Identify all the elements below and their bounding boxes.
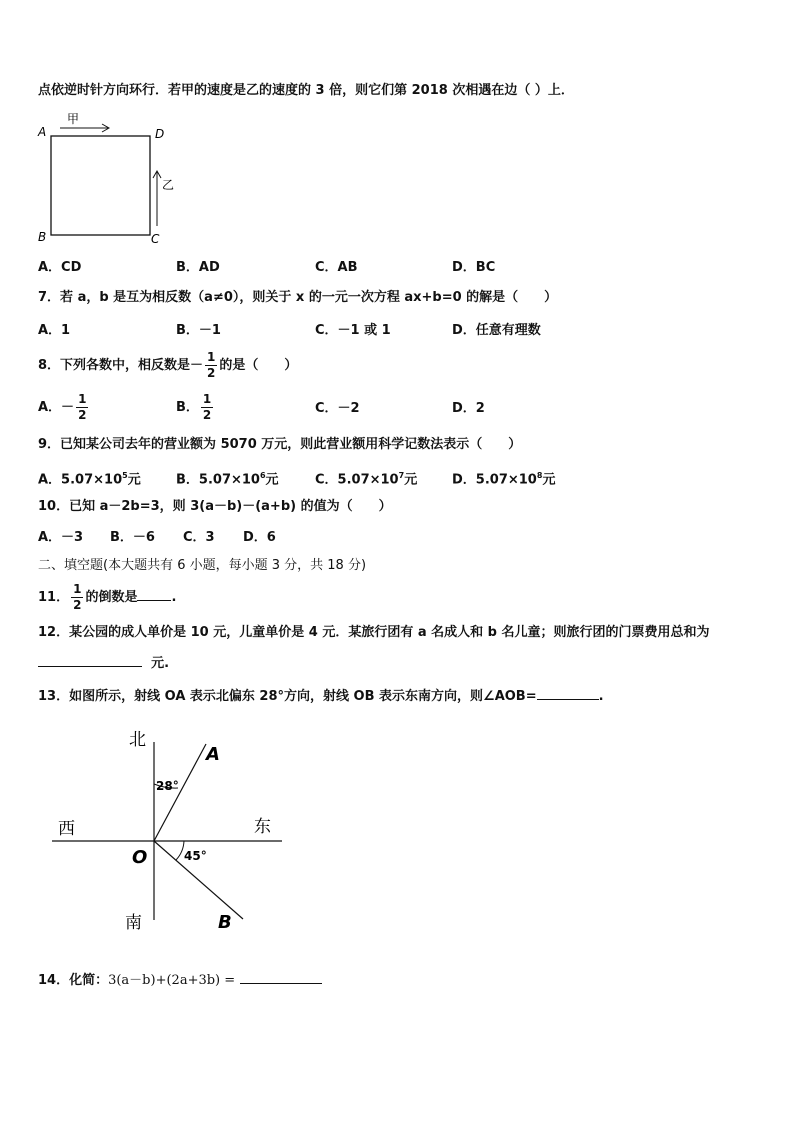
label-north: 北: [129, 730, 146, 750]
q7-option-b: B．－1: [176, 323, 221, 338]
q9-option-a: A．$5.07\times 10^5$元: [38, 471, 141, 488]
label-A: A: [38, 125, 47, 139]
q10-option-c: C．3: [183, 530, 215, 545]
label-angle-28: 28°: [156, 779, 179, 793]
q8-option-a: A．－ $\frac{1}{2}$: [38, 392, 87, 422]
q12-line2: 元.: [38, 655, 169, 673]
q8-stem-post: 的是（ ）: [219, 358, 298, 373]
label-C: C: [151, 232, 160, 246]
q10-stem: 10．已知 a－2b=3，则 3(a－b)－(a+b) 的值为（ ）: [38, 499, 392, 514]
label-west: 西: [58, 819, 75, 839]
q8-stem: [38, 350, 297, 381]
q13-stem: 13．如图所示，射线 OA 表示北偏东 28°方向，射线 OB 表示东南方向，则∠AOB= .: [38, 689, 604, 704]
q8-option-b: B． $\frac{1}{2}$: [176, 392, 212, 422]
q12-stem: 12．某公园的成人单价是 10 元，儿童单价是 4 元．某旅行团有 a 名成人和 b 名儿童；则旅行团的门票费用总和为: [38, 625, 710, 640]
q10-option-a: A．－3: [38, 530, 84, 545]
section-heading-fill-blank: 二、填空题(本大题共有 6 小题，每小题 3 分，共 18 分): [38, 558, 367, 573]
q8-stem-pre: 8．下列各数中，相反数是－: [38, 358, 204, 373]
q6-option-b: B．AD: [176, 260, 220, 275]
label-angle-45: 45°: [184, 849, 207, 863]
label-O: O: [132, 847, 148, 868]
label-yi: 乙: [162, 178, 175, 192]
label-B: B: [38, 230, 47, 244]
q11-stem: 11． $\frac{1}{2}$ 的倒数是 .: [38, 582, 177, 612]
q9-option-b: B．$5.07\times 10^6$元: [176, 471, 279, 488]
q8-stem-fraction: $\frac{1}{2}$: [207, 350, 216, 380]
q6-square-figure: [34, 110, 184, 250]
label-east: 东: [254, 817, 271, 837]
q7-option-c: C．－1 或 1: [315, 323, 391, 338]
q12-answer-blank[interactable]: [38, 666, 142, 667]
q14-stem: 14．化简：3(a－b)+(2a+3b) =: [38, 972, 322, 990]
q9-option-d: D．$5.07\times 10^8$元: [452, 471, 556, 488]
label-A: A: [206, 744, 220, 765]
label-south: 南: [125, 913, 142, 933]
label-jia: 甲: [67, 112, 80, 126]
q14-answer-blank[interactable]: [240, 983, 322, 984]
q10-option-b: B．－6: [110, 530, 155, 545]
q6-stem: 点依逆时针方向环行．若甲的速度是乙的速度的 3 倍，则它们第 2018 次相遇在边（ ）上．: [38, 83, 574, 98]
q9-option-c: C．$5.07\times 10^7$元: [315, 471, 418, 488]
q13-compass-figure: [50, 722, 290, 942]
q11-fraction: $\frac{1}{2}$: [73, 582, 82, 612]
q8-option-d: D．2: [452, 401, 485, 416]
q7-option-a: A．1: [38, 323, 71, 338]
q13-answer-blank[interactable]: [537, 699, 599, 700]
q11-answer-blank[interactable]: [137, 600, 171, 601]
q9-stem: 9．已知某公司去年的营业额为 5070 万元，则此营业额用科学记数法表示（ ）: [38, 437, 522, 452]
label-B: B: [218, 912, 232, 933]
q8-option-c: C．－2: [315, 401, 360, 416]
q6-option-d: D．BC: [452, 260, 496, 275]
q7-stem: 7．若 a，b 是互为相反数（a≠0），则关于 x 的一元一次方程 ax+b=0 的解是（ ）: [38, 290, 558, 305]
q6-option-a: A．CD: [38, 260, 82, 275]
q7-option-d: D．任意有理数: [452, 323, 541, 338]
q10-option-d: D．6: [243, 530, 276, 545]
label-D: D: [155, 127, 165, 141]
angle-arc-45: [176, 841, 184, 860]
q6-option-c: C．AB: [315, 260, 358, 275]
